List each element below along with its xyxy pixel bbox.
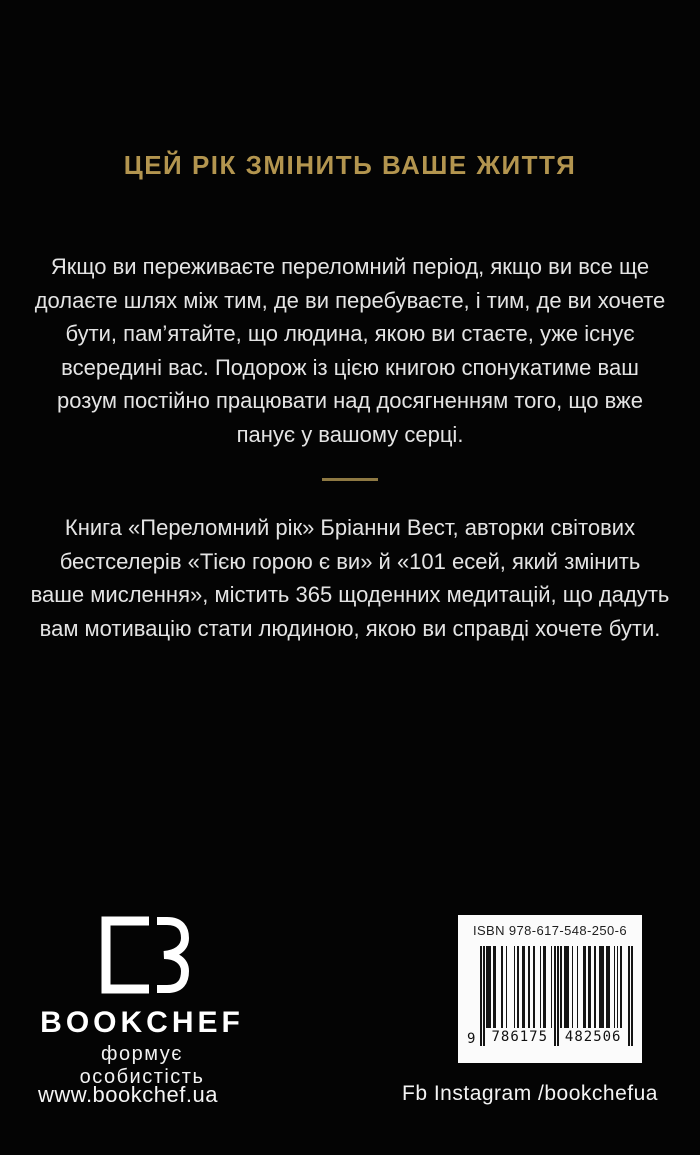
publisher-social-handles: Fb Instagram /bookchefua: [402, 1082, 658, 1105]
paragraph-line: всередині вас. Подорож із цією книгою спонукатиме ваш: [61, 354, 639, 380]
paragraph-line: бути, пам’ятайте, що людина, якою ви стаєте, уже існує: [65, 321, 635, 346]
publisher-block: [36, 916, 248, 1089]
publisher-website: www.bookchef.ua: [38, 1082, 218, 1107]
annotation-paragraph-2: [30, 511, 670, 645]
barcode-box: [458, 915, 642, 1063]
annotation-paragraph-1: [30, 250, 670, 451]
cover-heading: ЦЕЙ РІК ЗМІНИТЬ ВАШЕ ЖИТТЯ: [123, 150, 577, 180]
barcode-digits-group2: 482506: [564, 1029, 622, 1045]
paragraph-line: ваше мислення», містить 365 щоденних медитацій, що дадуть: [30, 582, 670, 607]
publisher-name: BOOKCHEF: [40, 1006, 244, 1039]
paragraph-line: панує у вашому серці.: [236, 421, 464, 447]
paragraph-line: Якщо ви переживаєте переломний період, якщо ви все ще: [50, 254, 650, 279]
publisher-tagline: формує особистість: [79, 1043, 205, 1088]
isbn-label: ISBN 978-617-548-250-6: [472, 923, 628, 938]
paragraph-line: Книга «Переломний рік» Бріанни Вест, авторки світових: [64, 515, 636, 540]
bookchef-logo-icon: [95, 916, 190, 994]
paragraph-line: вам мотивацію стати людиною, якою ви справді хочете бути.: [39, 615, 661, 641]
barcode-bars-wrap: [480, 946, 633, 1046]
barcode-area: [467, 946, 633, 1046]
barcode-digits-group1: 786175: [491, 1029, 549, 1045]
barcode-leading-digit: 9: [467, 1031, 476, 1047]
section-divider: [322, 478, 378, 481]
paragraph-line: розум постійно працювати над досягненням того, що вже: [57, 388, 643, 413]
paragraph-line: долаєте шлях між тим, де ви перебуваєте, і тим, де ви хочете: [34, 287, 666, 313]
paragraph-line: бестселерів «Тією горою є ви» й «101 есей, який змінить: [59, 548, 641, 574]
